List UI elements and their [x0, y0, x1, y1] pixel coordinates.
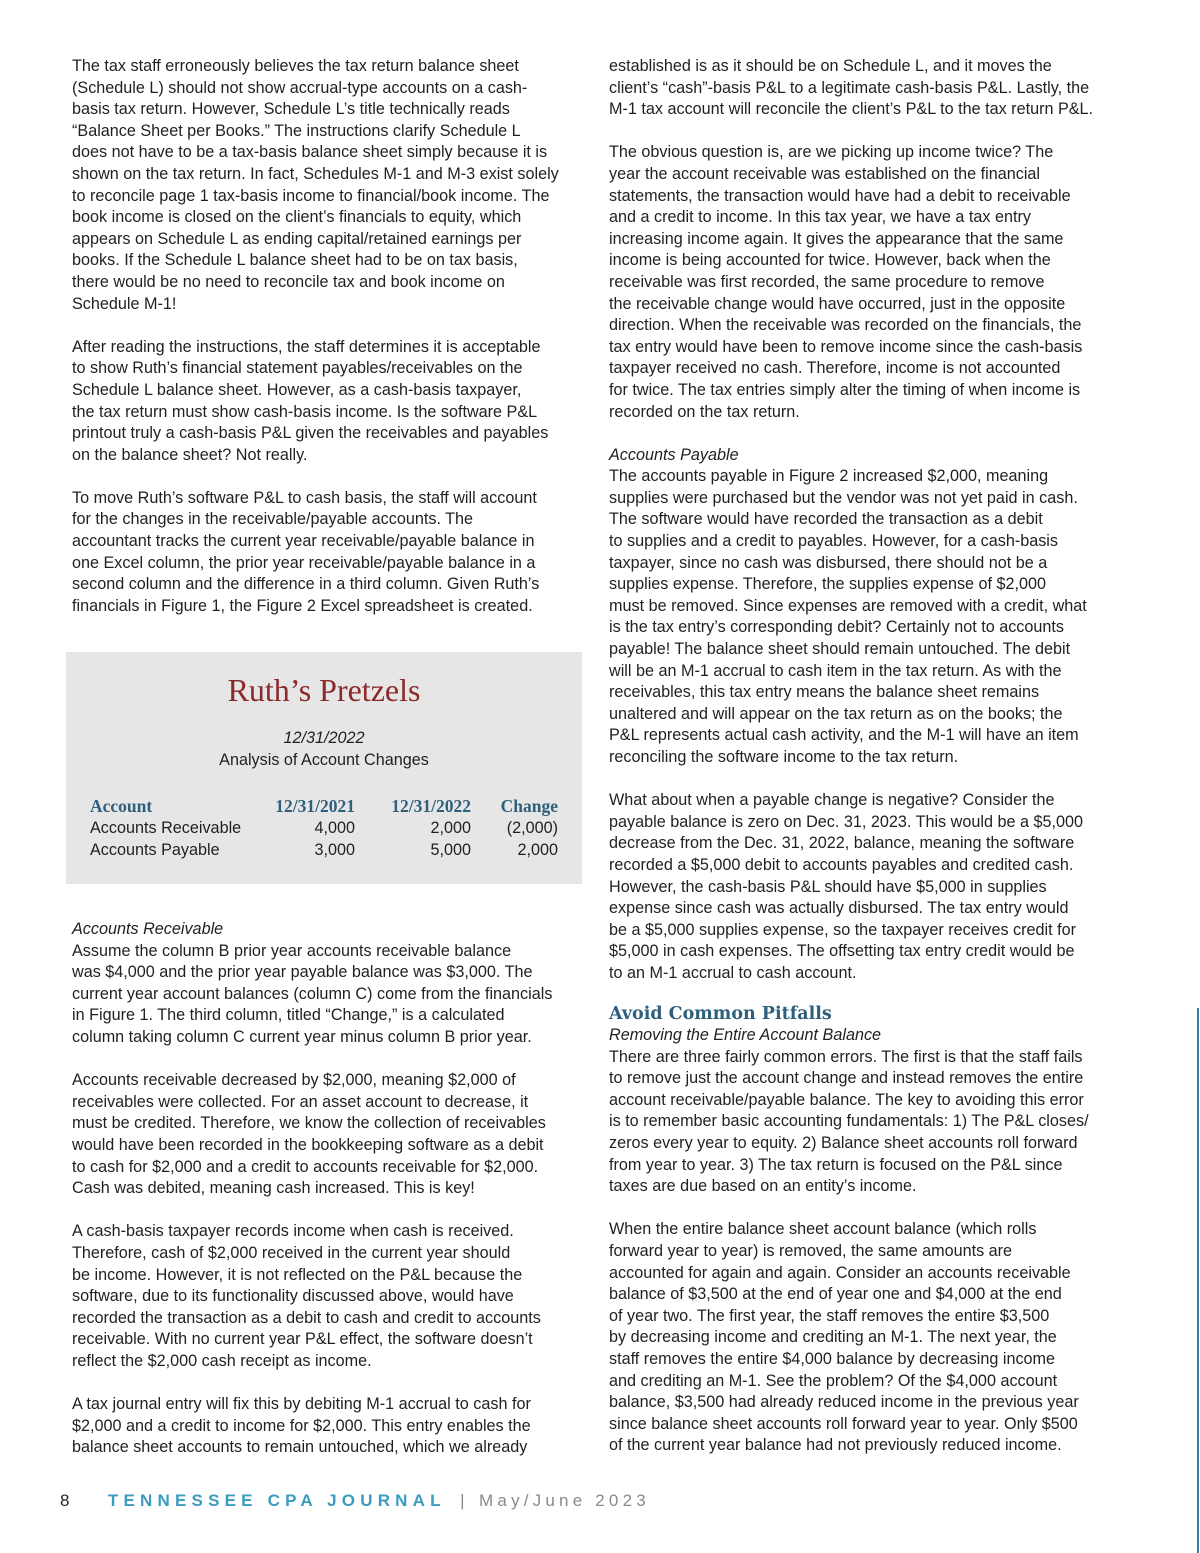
left-paragraph-1: The tax staff erroneously believes the tax return balance sheet (Schedule L) should not show accrual-type accounts on a cash- basis tax return. However, Schedule L’s title technically reads “Balance Sheet per Books.” The instructions clarify Schedule L does not have to be a tax-basis balance sheet simply because it is shown on the tax return. In fact, Schedules M-1 and M-3 exist solely to reconcile page 1 tax-basis income to financial/book income. The book income is closed on the client’s financials to equity, which appears on Schedule L as ending capital/retained earnings per books. If the Schedule L balance sheet had to be on tax basis, there would be no need to reconcile tax and book income on Schedule M-1! — [72, 57, 559, 313]
left-paragraph-4: Assume the column B prior year accounts receivable balance was $4,000 and the prior year payable balance was $3,000. The current year account balances (column C) come from the financials in Figure 1. The third column, titled “Change,” is a calculated column taking column C current year minus column B prior year. — [72, 941, 553, 1046]
left-paragraph-2: After reading the instructions, the staff determines it is acceptable to show Ruth’s financial statement payables/receivables on the Schedule L balance sheet. However, as a cash-basis taxpayer, the tax return must show cash-basis income. Is the software P&L printout truly a cash-basis P&L given the receivables and payables on the balance sheet? Not really. — [72, 337, 549, 464]
table-header-row — [90, 795, 558, 817]
figure-title: Ruth’s Pretzels — [227, 672, 421, 708]
accounts-payable-heading: Accounts Payable — [609, 445, 739, 464]
sub-heading: Removing the Entire Account Balance — [609, 1026, 882, 1044]
issue-date: May/June 2023 — [479, 1491, 650, 1510]
left-paragraph-7: A tax journal entry will fix this by debiting M-1 accrual to cash for $2,000 and a credit to income for $2,000. This entry enables the balance sheet accounts to remain untouched, which we already — [72, 1395, 531, 1457]
right-paragraph-1: established is as it should be on Schedule L, and it moves the client’s “cash”-basis P&L to a legitimate cash-basis P&L. Lastly, the M-1 tax account will reconcile the client’s P&L to the tax return P&L. — [609, 57, 1094, 119]
table-row — [90, 817, 558, 839]
page-number: 8 — [60, 1491, 70, 1510]
footer-separator: | — [460, 1491, 465, 1510]
left-paragraph-6: A cash-basis taxpayer records income when cash is received. Therefore, cash of $2,000 received in the current year should be income. However, it is not reflected on the P&L because the software, due to its functionality discussed above, would have recorded the transaction as a debit to cash and credit to accounts receivable. With no current year P&L effect, the software doesn’t reflect the $2,000 cash receipt as income. — [72, 1222, 541, 1370]
cell-2021: 4,000 — [314, 819, 355, 837]
account-changes-table — [90, 795, 558, 861]
left-column — [72, 56, 587, 617]
right-column — [609, 56, 1129, 985]
cell-2022: 5,000 — [430, 841, 471, 859]
cell-change: 2,000 — [517, 841, 558, 859]
right-paragraph-3: The accounts payable in Figure 2 increased $2,000, meaning supplies were purchased but the vendor was not yet paid in cash. The software would have recorded the transaction as a debit to supplies and a credit to payables. However, for a cash-basis taxpayer, since no cash was disbursed, there should not be a supplies expense. Therefore, the supplies expense of $2,000 must be removed. Since expenses are removed with a credit, what is the tax entry’s corresponding debit? Certainly not to accounts payable! The balance sheet should remain untouched. The debit will be an M-1 accrual to cash item in the tax return. As with the receivables, this tax entry means the balance sheet remains unaltered and will appear on the tax return as on the books; the P&L represents actual cash activity, and the M-1 will have an item reconciling the software income to the tax return. — [609, 467, 1087, 766]
left-column-lower — [72, 919, 587, 1459]
header-2022: 12/31/2022 — [391, 796, 471, 816]
right-paragraph-5: There are three fairly common errors. The first is that the staff fails to remove just the account change and instead removes the entire account receivable/payable balance. The key to avoiding this error is to remember basic accounting fundamentals: 1) The P&L closes/ zeros every year to equity. 2) Balance sheet accounts roll forward from year to year. 3) The tax return is focused on the P&L since taxes are due based on an entity’s income. — [609, 1047, 1089, 1196]
left-paragraph-3: To move Ruth’s software P&L to cash basis, the staff will account for the changes in the receivable/payable accounts. The accountant tracks the current year receivable/payable balance in one Excel column, the prior year receivable/payable balance in a second column and the difference in a third column. Given Ruth’s financials in Figure 1, the Figure 2 Excel spreadsheet is created. — [72, 488, 540, 615]
section-heading: Avoid Common Pitfalls — [609, 1004, 832, 1024]
header-account: Account — [90, 796, 153, 816]
accounts-receivable-heading: Accounts Receivable — [72, 920, 224, 938]
figure-ruths-pretzels — [66, 652, 582, 884]
left-paragraph-5: Accounts receivable decreased by $2,000, meaning $2,000 of receivables were collected. For an asset account to decrease, it must be credited. Therefore, we know the collection of receivables would have been recorded in the bookkeeping software as a debit to cash for $2,000 and a credit to accounts receivable for $2,000. Cash was debited, meaning cash increased. This is key! — [72, 1071, 546, 1198]
right-paragraph-6: When the entire balance sheet account balance (which rolls forward year to year) is removed, the same amounts are accounted for again and again. Consider an accounts receivable balance of $3,500 at the end of year one and $4,000 at the end of year two. The first year, the staff removes the entire $3,500 by decreasing income and crediting an M-1. The next year, the staff removes the entire $4,000 balance by decreasing income and crediting an M-1. See the problem? Of the $4,000 account balance, $3,500 had already reduced income in the previous year since balance sheet accounts roll forward year to year. Only $500 of the current year balance had not previously reduced income. — [609, 1220, 1079, 1455]
right-paragraph-4: What about when a payable change is negative? Consider the payable balance is zero on Dec. 31, 2023. This would be a $5,000 decrease from the Dec. 31, 2022, balance, meaning the software recorded a $5,000 debit to accounts payables and credited cash. However, the cash-basis P&L should have $5,000 in supplies expense since cash was actually disbursed. The tax entry would be a $5,000 supplies expense, so the taxpayer receives credit for $5,000 in cash expenses. The offsetting tax entry credit would be to an M-1 accrual to cash account. — [609, 791, 1083, 982]
page-edge-rule — [1197, 1008, 1199, 1553]
figure-subtitle: Analysis of Account Changes — [219, 751, 429, 769]
header-2021: 12/31/2021 — [275, 796, 355, 816]
cell-account: Accounts Receivable — [90, 819, 242, 837]
header-change: Change — [500, 796, 558, 816]
cell-2022: 2,000 — [430, 819, 471, 837]
right-column-lower — [609, 1003, 1129, 1457]
page-footer — [60, 1491, 650, 1517]
journal-name: TENNESSEE CPA JOURNAL — [107, 1491, 446, 1510]
right-paragraph-2: The obvious question is, are we picking up income twice? The year the account receivable was established on the financial statements, the transaction would have had a debit to receivable and a credit to income. In this tax year, we have a tax entry increasing income again. It gives the appearance that the same income is being accounted for twice. However, back when the receivable was first recorded, the same procedure to remove the receivable change would have occurred, just in the opposite direction. When the receivable was recorded on the financials, the tax entry would have been to remove income since the cash-basis taxpayer received no cash. Therefore, income is not accounted for twice. The tax entries simply alter the timing of when income is recorded on the tax return. — [609, 143, 1083, 421]
table-row — [90, 839, 558, 861]
figure-date: 12/31/2022 — [283, 729, 365, 747]
cell-account: Accounts Payable — [90, 841, 220, 859]
cell-2021: 3,000 — [314, 841, 355, 859]
cell-change: (2,000) — [506, 819, 558, 837]
